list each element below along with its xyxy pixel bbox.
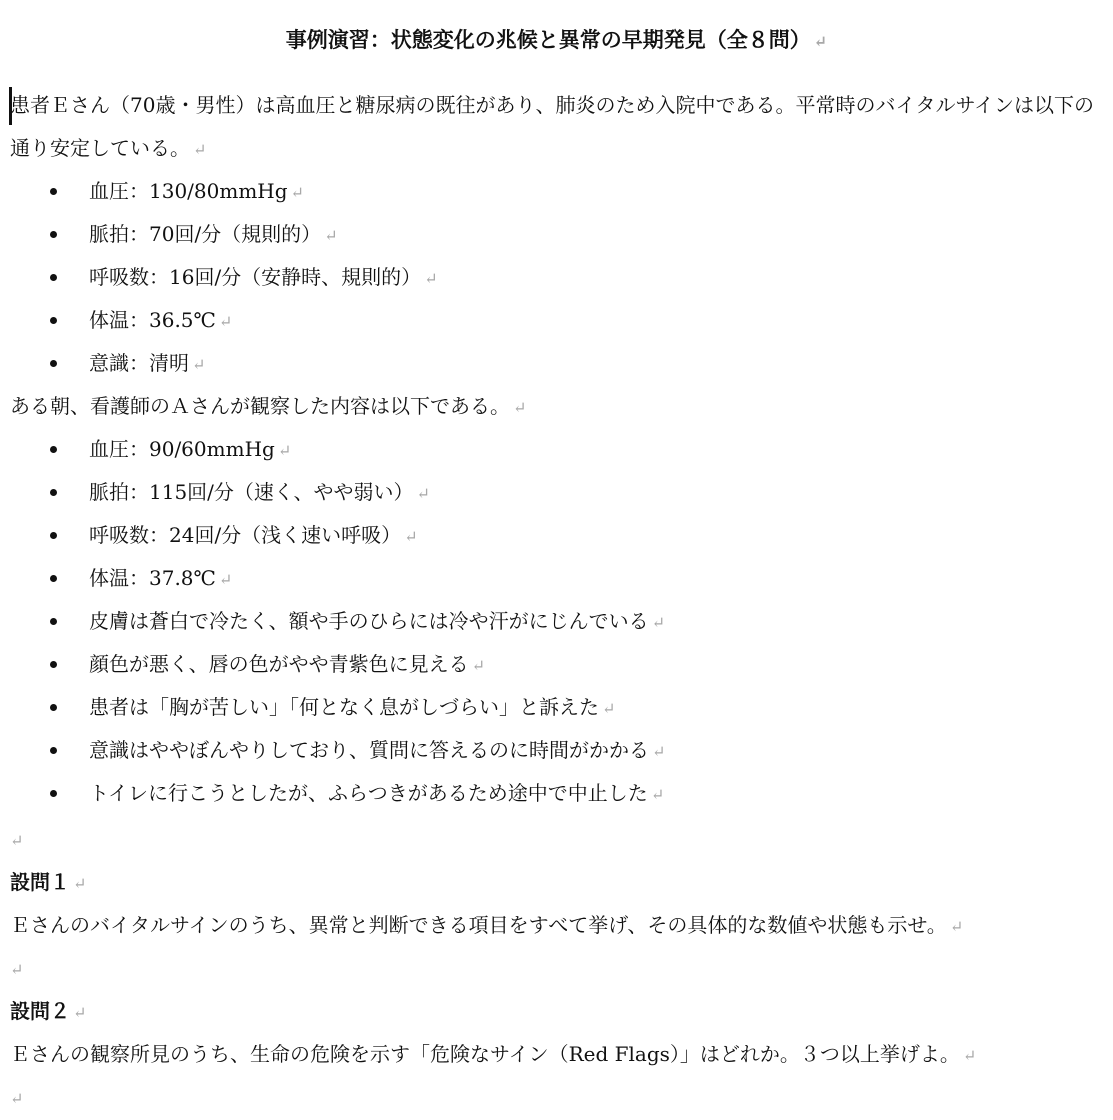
paragraph-mark: ↵ [424,269,438,288]
title-text: 事例演習：状態変化の兆候と異常の早期発見（全８問） [285,27,811,52]
observation-item-text: 患者は「胸が苦しい」「何となく息がしづらい」と訴えた [89,695,599,719]
empty-paragraph [10,1076,23,1120]
question-1-text[interactable] [10,904,1105,948]
observation-intro-text: ある朝、看護師のＡさんが観察した内容は以下である。 [10,394,510,418]
empty-paragraph [10,818,23,862]
question-2-text[interactable] [10,1033,1105,1077]
observation-item-text: 皮膚は蒼白で冷たく、額や手のひらには冷や汗がにじんでいる [89,609,649,633]
baseline-vital-item-text: 呼吸数：16回/分（安静時、規則的） [89,265,422,289]
observation-item-text: トイレに行こうとしたが、ふらつきがあるため途中で中止した [89,781,648,805]
observation-item-text: 意識はややぼんやりしており、質問に答えるのに時間がかかる [89,738,649,762]
observation-item-text: 血圧：90/60mmHg [89,437,275,461]
baseline-vital-item[interactable] [0,170,1113,213]
paragraph-mark: ↵ [471,656,486,675]
question-2-body: Ｅさんの観察所見のうち、生命の危険を示す「危険なサイン（Red Flags）」はどれか。３つ以上挙げよ。 [10,1042,960,1066]
paragraph-mark: ↵ [73,1003,87,1022]
document-title [0,24,1113,58]
baseline-vital-item-text: 体温：36.5℃ [89,308,216,332]
paragraph-mark: ↵ [193,140,207,159]
question-1-heading [10,861,1105,905]
paragraph-mark: ↵ [650,785,665,804]
baseline-vital-item[interactable] [0,342,1113,385]
paragraph-mark: ↵ [513,398,527,417]
intro-paragraph[interactable] [10,84,1105,171]
observation-item-text: 体温：37.8℃ [89,566,216,590]
baseline-vitals-list [0,170,1113,385]
paragraph-mark: ↵ [10,831,24,850]
baseline-vital-item-text: 脈拍：70回/分（規則的） [89,222,322,246]
paragraph-mark: ↵ [813,32,828,51]
baseline-vital-item-text: 血圧：130/80mmHg [89,179,288,203]
question-2-heading [10,990,1105,1034]
question-2-label: 設問２ [10,999,70,1023]
observation-intro-paragraph[interactable] [10,385,1105,429]
observation-item-text: 顔色が悪く、唇の色がやや青紫色に見える [89,652,469,676]
paragraph-mark: ↵ [192,355,206,374]
paragraph-mark: ↵ [218,312,233,331]
paragraph-mark: ↵ [290,183,304,202]
paragraph-mark: ↵ [416,484,430,503]
baseline-vital-item[interactable] [0,299,1113,342]
paragraph-mark: ↵ [73,874,87,893]
paragraph-mark: ↵ [602,699,616,718]
observation-item[interactable] [0,514,1113,557]
observation-item-text: 呼吸数：24回/分（浅く速い呼吸） [89,523,402,547]
observation-item[interactable] [0,686,1113,729]
observation-item[interactable] [0,471,1113,514]
question-1-label: 設問１ [10,870,70,894]
observation-item[interactable] [0,428,1113,471]
paragraph-mark: ↵ [962,1046,977,1065]
observation-item[interactable] [0,557,1113,600]
observations-list [0,428,1113,815]
empty-paragraph [10,947,23,991]
paragraph-mark: ↵ [652,742,666,761]
intro-text: 患者Ｅさん（70歳・男性）は高血圧と糖尿病の既往があり、肺炎のため入院中である。平常時のバイタルサインは以下の通り安定している。 [10,93,1095,160]
paragraph-mark: ↵ [949,917,964,936]
question-1-body: Ｅさんのバイタルサインのうち、異常と判断できる項目をすべて挙げ、その具体的な数値や状態も示せ。 [10,913,947,937]
observation-item-text: 脈拍：115回/分（速く、やや弱い） [89,480,414,504]
baseline-vital-item-text: 意識：清明 [89,351,189,375]
observation-item[interactable] [0,600,1113,643]
observation-item[interactable] [0,772,1113,815]
paragraph-mark: ↵ [404,527,418,546]
paragraph-mark: ↵ [651,613,666,632]
paragraph-mark: ↵ [10,1089,24,1108]
baseline-vital-item[interactable] [0,256,1113,299]
paragraph-mark: ↵ [218,570,233,589]
paragraph-mark: ↵ [277,441,292,460]
observation-item[interactable] [0,643,1113,686]
observation-item[interactable] [0,729,1113,772]
paragraph-mark: ↵ [324,226,338,245]
baseline-vital-item[interactable] [0,213,1113,256]
paragraph-mark: ↵ [10,960,24,979]
